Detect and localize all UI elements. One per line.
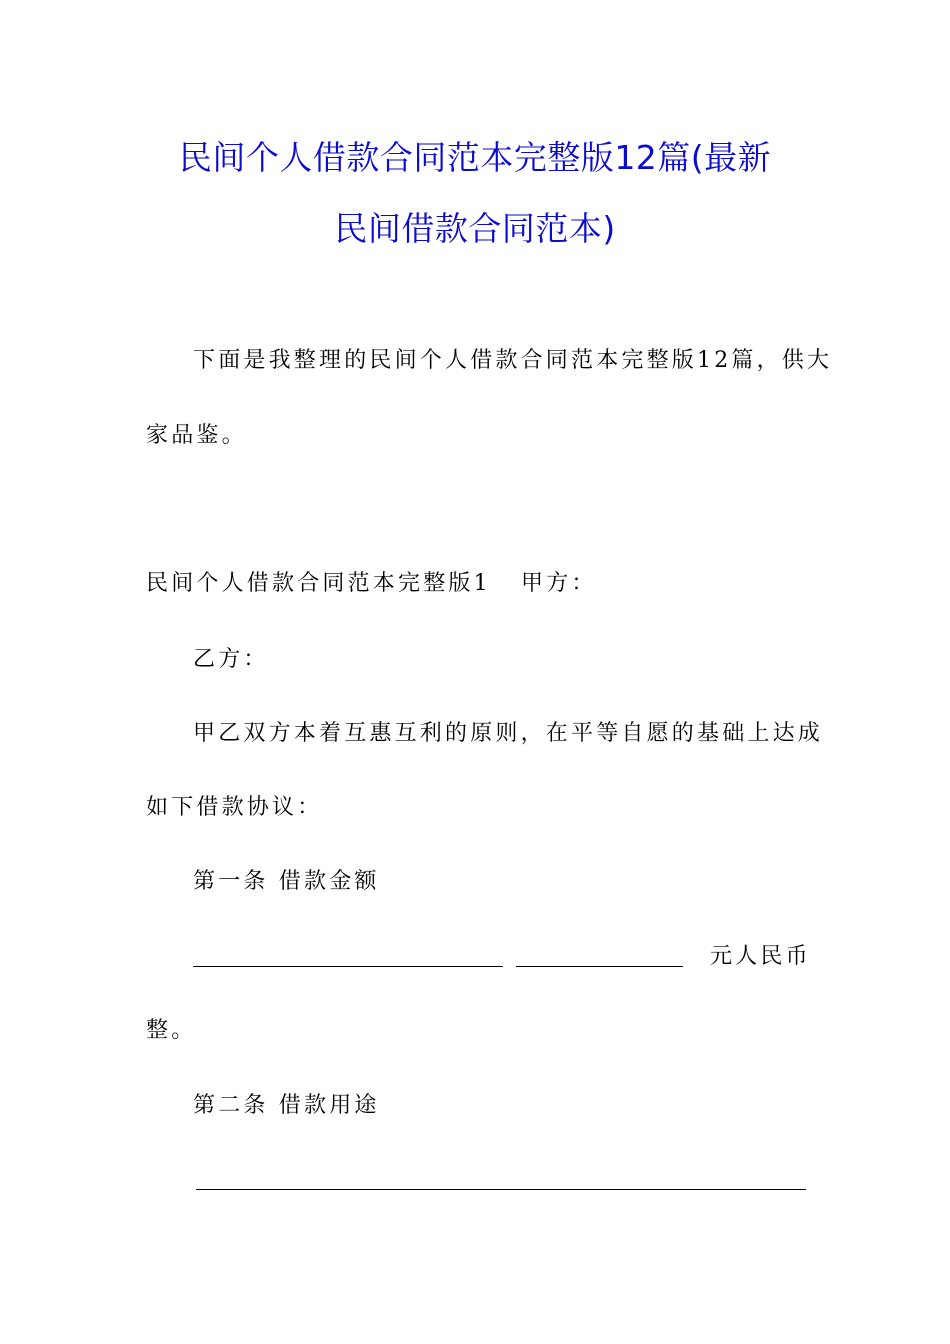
- intro-line-1: 下面是我整理的民间个人借款合同范本完整版12篇，供大: [193, 348, 833, 373]
- preamble-line-1: 甲乙双方本着互惠互利的原则，在平等自愿的基础上达成: [193, 721, 824, 746]
- amount-unit-label: 元人民币: [710, 944, 811, 969]
- amount-blank-2: [516, 966, 683, 967]
- amount-blank-1: [193, 966, 503, 967]
- article-1-end: 整。: [146, 1018, 197, 1043]
- party-a-label: 甲方：: [521, 571, 597, 596]
- document-title-line-2: 民间借款合同范本): [334, 209, 616, 248]
- article-2-title: 第二条 借款用途: [193, 1093, 380, 1118]
- purpose-blank: [196, 1189, 806, 1190]
- party-b-label: 乙方：: [193, 647, 269, 672]
- preamble-line-2: 如下借款协议：: [146, 795, 323, 820]
- section-heading: 民间个人借款合同范本完整版1: [146, 571, 491, 596]
- document-title-line-1: 民间个人借款合同范本完整版12篇(最新: [178, 138, 772, 177]
- intro-line-2: 家品鉴。: [146, 423, 247, 448]
- article-1-title: 第一条 借款金额: [193, 869, 380, 894]
